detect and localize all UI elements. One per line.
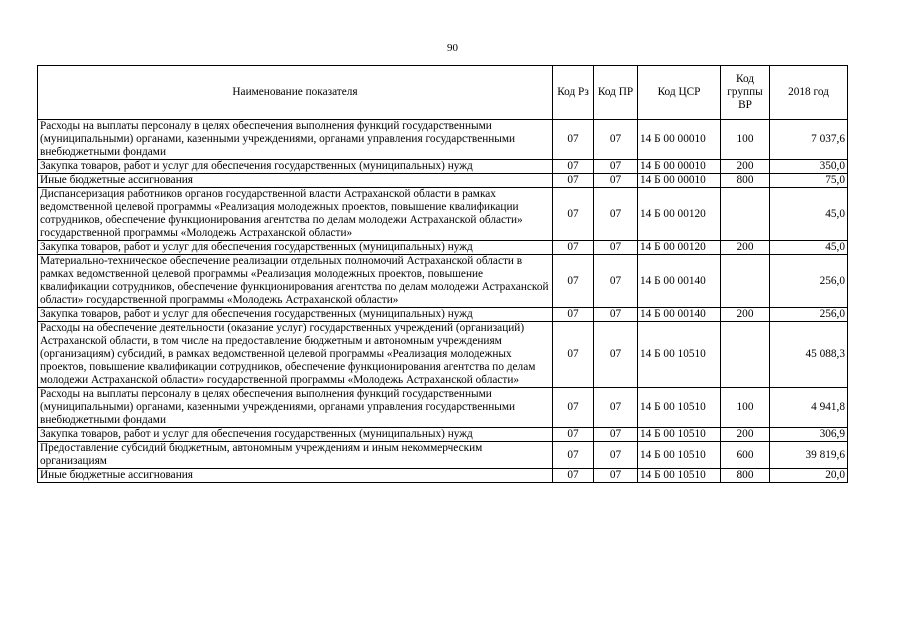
row-pr: 07 — [594, 174, 638, 188]
row-rz: 07 — [553, 241, 594, 255]
row-name: Расходы на выплаты персоналу в целях обеспечения выполнения функций государственными (муниципальными) органами, казенными учреждениями, органами управления государственными внебюджетными фондами — [38, 388, 553, 428]
row-amount: 7 037,6 — [770, 120, 848, 160]
row-vr: 100 — [721, 120, 770, 160]
row-pr: 07 — [594, 255, 638, 308]
row-csr: 14 Б 00 10510 — [638, 322, 721, 388]
header-year: 2018 год — [770, 66, 848, 120]
table-row — [38, 428, 848, 442]
row-name: Закупка товаров, работ и услуг для обеспечения государственных (муниципальных) нужд — [38, 160, 553, 174]
row-vr — [721, 255, 770, 308]
row-name: Материально-техническое обеспечение реализации отдельных полномочий Астраханской области в рамках ведомственной целевой программы «Реализация молодежных проектов, повышение квалификации сотрудников, обеспечение функционирования агентства по делам молодежи Астраханской области» государственной программы «Молодежь Астраханской области» — [38, 255, 553, 308]
row-rz: 07 — [553, 308, 594, 322]
row-vr: 100 — [721, 388, 770, 428]
row-rz: 07 — [553, 160, 594, 174]
row-csr: 14 Б 00 10510 — [638, 442, 721, 469]
row-csr: 14 Б 00 10510 — [638, 428, 721, 442]
row-pr: 07 — [594, 308, 638, 322]
row-name: Иные бюджетные ассигнования — [38, 469, 553, 483]
row-amount: 39 819,6 — [770, 442, 848, 469]
row-pr: 07 — [594, 388, 638, 428]
row-rz: 07 — [553, 174, 594, 188]
row-amount: 4 941,8 — [770, 388, 848, 428]
row-pr: 07 — [594, 188, 638, 241]
row-vr: 200 — [721, 160, 770, 174]
row-amount: 306,9 — [770, 428, 848, 442]
row-amount: 20,0 — [770, 469, 848, 483]
row-rz: 07 — [553, 255, 594, 308]
row-amount: 350,0 — [770, 160, 848, 174]
row-vr: 800 — [721, 469, 770, 483]
row-csr: 14 Б 00 10510 — [638, 469, 721, 483]
row-rz: 07 — [553, 388, 594, 428]
row-rz: 07 — [553, 428, 594, 442]
row-name: Закупка товаров, работ и услуг для обеспечения государственных (муниципальных) нужд — [38, 428, 553, 442]
table-row — [38, 174, 848, 188]
row-rz: 07 — [553, 469, 594, 483]
row-pr: 07 — [594, 241, 638, 255]
table-row — [38, 255, 848, 308]
row-vr: 200 — [721, 241, 770, 255]
row-vr — [721, 188, 770, 241]
table-header-row — [38, 66, 848, 120]
page-number: 90 — [447, 42, 458, 54]
row-name: Диспансеризация работников органов государственной власти Астраханской области в рамках ведомственной целевой программы «Реализация молодежных проектов, повышение квалификации сотрудников, обеспечение функционирования агентства по делам молодежи Астраханской области» государственной программы «Молодежь Астраханской области» — [38, 188, 553, 241]
row-pr: 07 — [594, 442, 638, 469]
row-vr: 200 — [721, 308, 770, 322]
header-rz: Код Рз — [553, 66, 594, 120]
row-pr: 07 — [594, 120, 638, 160]
table-row — [38, 160, 848, 174]
row-csr: 14 Б 00 00120 — [638, 241, 721, 255]
row-name: Закупка товаров, работ и услуг для обеспечения государственных (муниципальных) нужд — [38, 308, 553, 322]
row-rz: 07 — [553, 120, 594, 160]
row-pr: 07 — [594, 322, 638, 388]
row-amount: 45,0 — [770, 188, 848, 241]
table-row — [38, 322, 848, 388]
row-name: Расходы на выплаты персоналу в целях обеспечения выполнения функций государственными (муниципальными) органами, казенными учреждениями, органами управления государственными внебюджетными фондами — [38, 120, 553, 160]
row-name: Расходы на обеспечение деятельности (оказание услуг) государственных учреждений (организаций) Астраханской области, в том числе на предоставление бюджетным и автономным учреждениям (организациям) субсидий, в рамках ведомственной целевой программы «Реализация молодежных проектов, повышение квалификации сотрудников, обеспечение функционирования агентства по делам молодежи Астраханской области» государственной программы «Молодежь Астраханской области» — [38, 322, 553, 388]
row-csr: 14 Б 00 00140 — [638, 255, 721, 308]
header-name: Наименование показателя — [38, 66, 553, 120]
row-csr: 14 Б 00 00010 — [638, 120, 721, 160]
row-amount: 256,0 — [770, 308, 848, 322]
row-pr: 07 — [594, 160, 638, 174]
row-rz: 07 — [553, 188, 594, 241]
budget-table — [37, 65, 848, 483]
row-amount: 45 088,3 — [770, 322, 848, 388]
header-csr: Код ЦСР — [638, 66, 721, 120]
row-vr — [721, 322, 770, 388]
row-rz: 07 — [553, 322, 594, 388]
table-row — [38, 308, 848, 322]
row-name: Предоставление субсидий бюджетным, автономным учреждениям и иным некоммерческим организациям — [38, 442, 553, 469]
row-pr: 07 — [594, 469, 638, 483]
row-csr: 14 Б 00 00120 — [638, 188, 721, 241]
table-row — [38, 442, 848, 469]
row-name: Иные бюджетные ассигнования — [38, 174, 553, 188]
row-csr: 14 Б 00 10510 — [638, 388, 721, 428]
row-amount: 75,0 — [770, 174, 848, 188]
table-row — [38, 188, 848, 241]
row-amount: 256,0 — [770, 255, 848, 308]
row-vr: 600 — [721, 442, 770, 469]
table-row — [38, 241, 848, 255]
header-pr: Код ПР — [594, 66, 638, 120]
row-vr: 200 — [721, 428, 770, 442]
row-pr: 07 — [594, 428, 638, 442]
table-row — [38, 120, 848, 160]
table-row — [38, 469, 848, 483]
row-vr: 800 — [721, 174, 770, 188]
row-name: Закупка товаров, работ и услуг для обеспечения государственных (муниципальных) нужд — [38, 241, 553, 255]
table-row — [38, 388, 848, 428]
header-vr: Код группы ВР — [721, 66, 770, 120]
row-csr: 14 Б 00 00010 — [638, 174, 721, 188]
row-amount: 45,0 — [770, 241, 848, 255]
row-csr: 14 Б 00 00010 — [638, 160, 721, 174]
row-csr: 14 Б 00 00140 — [638, 308, 721, 322]
row-rz: 07 — [553, 442, 594, 469]
